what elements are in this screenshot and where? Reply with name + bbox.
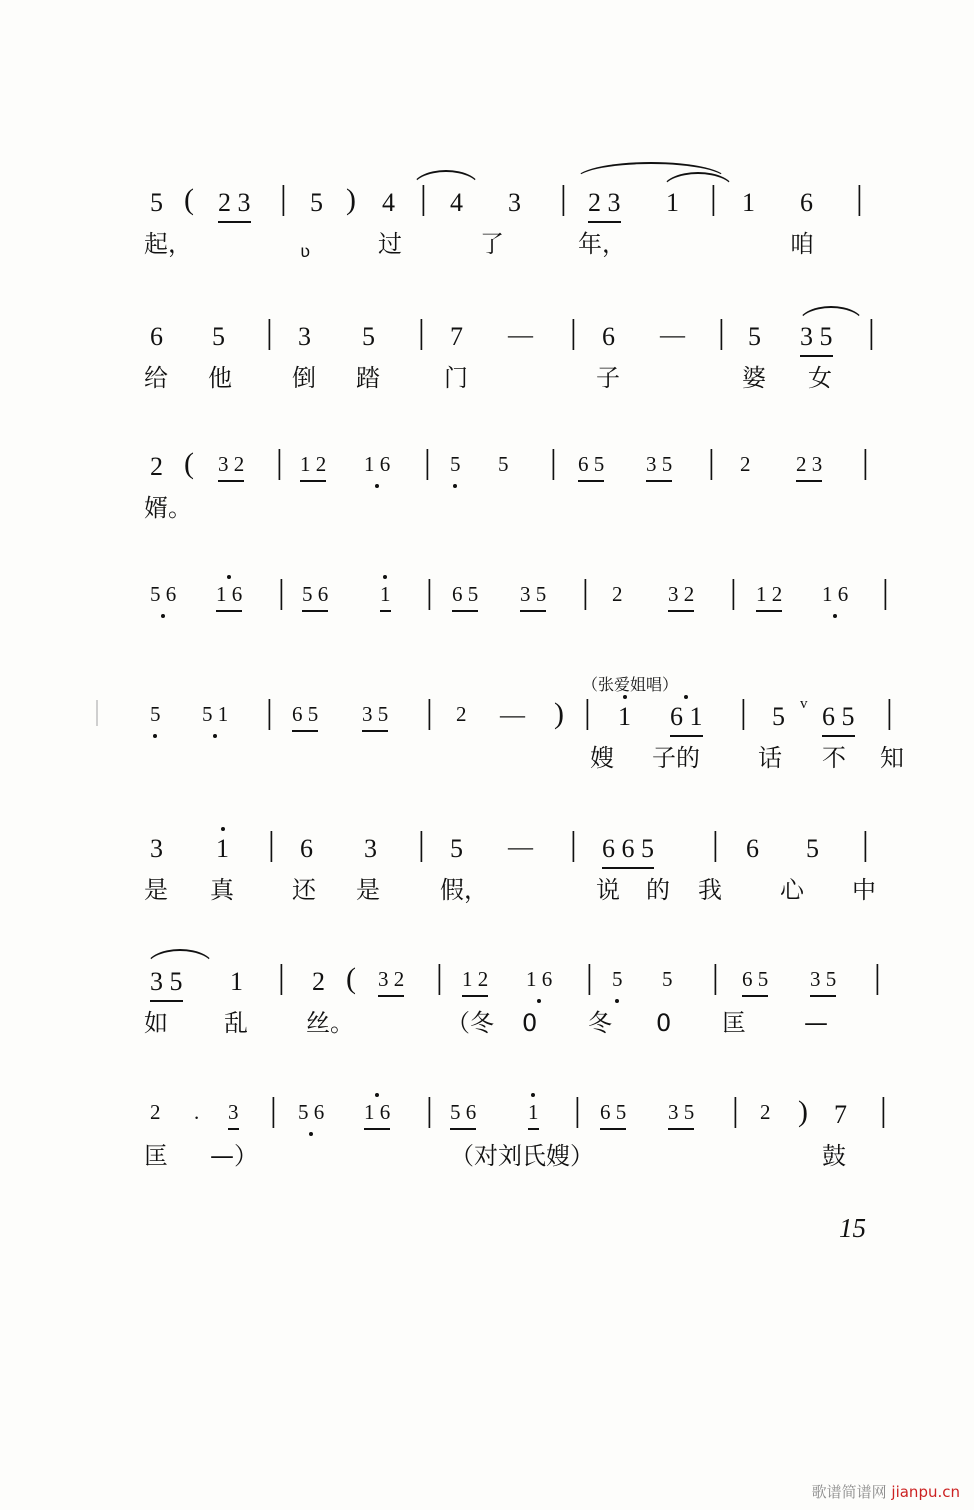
note: 5 bbox=[310, 188, 323, 217]
notation-row-4 bbox=[150, 570, 889, 624]
lyric-syllable: 0 bbox=[522, 1009, 538, 1037]
lyric-syllable: 踏 bbox=[356, 364, 380, 392]
note: 3 5 bbox=[810, 967, 837, 991]
barline: | bbox=[570, 314, 577, 351]
watermark-domain: jianpu.cn bbox=[891, 1483, 960, 1501]
lyric-syllable: 子 bbox=[596, 364, 620, 392]
note: 3 2 bbox=[378, 967, 405, 991]
barline: | bbox=[268, 826, 275, 863]
note: 5 bbox=[662, 967, 673, 991]
lyric-syllable: 心 bbox=[780, 876, 804, 904]
note: 1 6 bbox=[364, 1100, 391, 1124]
lyric-row-3 bbox=[144, 494, 880, 530]
note: 6 5 bbox=[578, 452, 605, 476]
barline: | bbox=[740, 694, 747, 731]
barline: | bbox=[708, 444, 715, 481]
barline: | bbox=[418, 826, 425, 863]
barline: | bbox=[426, 574, 433, 611]
lyric-row-6 bbox=[144, 876, 880, 912]
barline: | bbox=[560, 180, 567, 217]
note: 3 5 bbox=[800, 322, 833, 351]
paren-close: ) bbox=[798, 1095, 808, 1128]
stage-direction: （张爱姐唱） bbox=[582, 675, 679, 694]
note-extension: — bbox=[508, 322, 533, 349]
note: 6 1 bbox=[670, 702, 703, 731]
note: 3 bbox=[364, 834, 377, 863]
note: 1 bbox=[216, 834, 229, 863]
barline: | bbox=[278, 959, 285, 996]
note: 6 bbox=[300, 834, 313, 863]
site-watermark bbox=[812, 1481, 960, 1502]
barline: | bbox=[712, 826, 719, 863]
paren-open: ( bbox=[346, 962, 356, 995]
lyric-syllable: 匡 bbox=[722, 1009, 746, 1037]
lyric-row-1 bbox=[144, 230, 880, 266]
lyric-syllable: 不 bbox=[822, 744, 846, 772]
note: 1 bbox=[528, 1100, 539, 1124]
barline: | bbox=[280, 180, 287, 217]
paren-open: ( bbox=[184, 447, 194, 480]
barline: | bbox=[584, 694, 591, 731]
note: 1 bbox=[618, 702, 631, 731]
note-extension: — bbox=[500, 702, 525, 729]
barline: | bbox=[418, 314, 425, 351]
note: 1 2 bbox=[756, 582, 783, 606]
note: 7 bbox=[450, 322, 463, 351]
lyric-syllable: 说 bbox=[596, 876, 620, 904]
note: 5 6 bbox=[450, 1100, 477, 1124]
note: 1 6 bbox=[822, 582, 849, 606]
note: 2 bbox=[740, 452, 751, 476]
note-extension: — bbox=[660, 322, 685, 349]
note: 6 5 bbox=[742, 967, 769, 991]
music-system-4 bbox=[150, 570, 889, 660]
lyric-syllable: 了 bbox=[480, 230, 504, 258]
lyric-syllable: （冬 bbox=[446, 1009, 494, 1037]
note: 1 bbox=[230, 967, 243, 996]
barline: | bbox=[550, 444, 557, 481]
paren-close: ) bbox=[554, 697, 564, 730]
music-system-6 bbox=[144, 822, 880, 912]
note: 6 bbox=[746, 834, 759, 863]
note: 5 bbox=[362, 322, 375, 351]
lyric-syllable: 嫂 bbox=[590, 744, 614, 772]
note: 5 bbox=[498, 452, 509, 476]
note: 5 bbox=[612, 967, 623, 991]
lyric-syllable: 冬 bbox=[588, 1009, 612, 1037]
lyric-syllable: 知 bbox=[880, 744, 904, 772]
music-system-7 bbox=[144, 955, 881, 1045]
lyric-syllable: 女 bbox=[808, 364, 832, 392]
page-edge-mark bbox=[96, 700, 98, 726]
barline: | bbox=[574, 1092, 581, 1129]
note: 2 3 bbox=[588, 188, 621, 217]
barline: | bbox=[710, 180, 717, 217]
note: 1 6 bbox=[216, 582, 243, 606]
lyric-syllable: 他 bbox=[208, 364, 232, 392]
lyric-row-5 bbox=[150, 744, 904, 780]
lyric-syllable: 0 bbox=[656, 1009, 672, 1037]
note: 6 5 bbox=[822, 702, 855, 731]
note: 3 bbox=[508, 188, 521, 217]
lyric-syllable: 的 bbox=[646, 876, 670, 904]
note: 3 5 bbox=[520, 582, 547, 606]
lyric-syllable: 假， bbox=[440, 876, 488, 904]
note: 4 bbox=[382, 188, 395, 217]
note: 6 6 5 bbox=[602, 834, 654, 863]
notation-row-3 bbox=[150, 440, 880, 494]
barline: | bbox=[882, 574, 889, 611]
note: 3 5 bbox=[362, 702, 389, 726]
lyric-syllable: 是 bbox=[356, 876, 380, 904]
note: 5 6 bbox=[302, 582, 329, 606]
music-system-3 bbox=[144, 440, 880, 530]
barline: | bbox=[730, 574, 737, 611]
music-system-8 bbox=[144, 1088, 887, 1178]
note: 2 bbox=[456, 702, 467, 726]
note: 2 3 bbox=[218, 188, 251, 217]
note: 6 5 bbox=[600, 1100, 627, 1124]
note: 6 bbox=[602, 322, 615, 351]
note: 1 2 bbox=[300, 452, 327, 476]
page-number: 15 bbox=[839, 1213, 866, 1243]
note: 6 bbox=[800, 188, 813, 217]
lyric-syllable: 婿。 bbox=[144, 494, 192, 522]
lyric-syllable: 过 bbox=[378, 230, 402, 258]
music-system-2 bbox=[144, 310, 880, 400]
note: 6 5 bbox=[292, 702, 319, 726]
lyric-syllable: 门 bbox=[444, 364, 468, 392]
note: 1 bbox=[380, 582, 391, 606]
note: 3 5 bbox=[668, 1100, 695, 1124]
note: 3 5 bbox=[646, 452, 673, 476]
note: 2 bbox=[150, 1100, 161, 1124]
slur-arc bbox=[146, 949, 214, 967]
barline: | bbox=[426, 1092, 433, 1129]
lyric-syllable: 起， bbox=[144, 230, 192, 258]
note-extension: — bbox=[508, 834, 533, 861]
barline: | bbox=[586, 959, 593, 996]
note: 2 bbox=[760, 1100, 771, 1124]
note: 5 bbox=[748, 322, 761, 351]
note: 1 2 bbox=[462, 967, 489, 991]
note: 3 5 bbox=[150, 967, 183, 996]
note: 3 2 bbox=[668, 582, 695, 606]
note: 1 6 bbox=[526, 967, 553, 991]
lyric-syllable: 话 bbox=[758, 744, 782, 772]
lyric-syllable: 咱 bbox=[790, 230, 814, 258]
lyric-row-2 bbox=[144, 364, 880, 400]
note: 2 3 bbox=[796, 452, 823, 476]
barline: | bbox=[880, 1092, 887, 1129]
barline: | bbox=[570, 826, 577, 863]
barline: | bbox=[420, 180, 427, 217]
lyric-syllable: — bbox=[804, 1009, 828, 1037]
barline: | bbox=[266, 314, 273, 351]
paren-open: ( bbox=[184, 183, 194, 216]
lyric-row-7 bbox=[144, 1009, 880, 1045]
lyric-syllable: —） bbox=[210, 1142, 258, 1170]
barline: | bbox=[712, 959, 719, 996]
lyric-syllable: 我 bbox=[698, 876, 722, 904]
note: 5 bbox=[806, 834, 819, 863]
breath-mark: ʋ bbox=[300, 242, 311, 262]
barline: | bbox=[886, 694, 893, 731]
note: 3 2 bbox=[218, 452, 245, 476]
barline: | bbox=[426, 694, 433, 731]
music-system-1 bbox=[144, 176, 880, 266]
lyric-syllable: 匡 bbox=[144, 1142, 168, 1170]
lyric-row-8 bbox=[144, 1142, 880, 1178]
note: 4 bbox=[450, 188, 463, 217]
note: 5 bbox=[450, 452, 461, 476]
notation-row-1 bbox=[150, 176, 880, 230]
augmentation-dot: . bbox=[194, 1100, 200, 1124]
note: 5 6 bbox=[298, 1100, 325, 1124]
barline: | bbox=[856, 180, 863, 217]
note: 5 bbox=[450, 834, 463, 863]
lyric-syllable: 婆 bbox=[742, 364, 766, 392]
barline: | bbox=[278, 574, 285, 611]
notation-row-6 bbox=[150, 822, 880, 876]
barline: | bbox=[266, 694, 273, 731]
note: 1 bbox=[666, 188, 679, 217]
lyric-syllable: 丝。 bbox=[306, 1009, 354, 1037]
lyric-syllable: 倒 bbox=[292, 364, 316, 392]
note: 7 bbox=[834, 1100, 847, 1129]
barline: | bbox=[276, 444, 283, 481]
note: 5 bbox=[150, 702, 161, 726]
note: 2 bbox=[312, 967, 325, 996]
barline: | bbox=[424, 444, 431, 481]
note: 3 bbox=[228, 1100, 239, 1124]
lyric-syllable: 年， bbox=[578, 230, 626, 258]
lyric-syllable: 中 bbox=[852, 876, 876, 904]
lyric-syllable: 子的 bbox=[652, 744, 700, 772]
barline: | bbox=[436, 959, 443, 996]
lyric-syllable: 鼓 bbox=[822, 1142, 846, 1170]
notation-row-2 bbox=[150, 310, 880, 364]
lyric-syllable: 如 bbox=[144, 1009, 168, 1037]
note: 5 bbox=[212, 322, 225, 351]
barline: | bbox=[862, 826, 869, 863]
barline: | bbox=[732, 1092, 739, 1129]
barline: | bbox=[868, 314, 875, 351]
barline: | bbox=[270, 1092, 277, 1129]
barline: | bbox=[874, 959, 881, 996]
note: 5 bbox=[772, 702, 785, 731]
note: 2 bbox=[612, 582, 623, 606]
note: 6 bbox=[150, 322, 163, 351]
note: 5 6 bbox=[150, 582, 177, 606]
barline: | bbox=[862, 444, 869, 481]
barline: | bbox=[582, 574, 589, 611]
note: 2 bbox=[150, 452, 163, 481]
note: 5 bbox=[150, 188, 163, 217]
music-system-5 bbox=[150, 675, 904, 780]
paren-close: ) bbox=[346, 183, 356, 216]
notation-row-8 bbox=[150, 1088, 887, 1142]
note: 5 1 bbox=[202, 702, 229, 726]
note: 1 6 bbox=[364, 452, 391, 476]
lyric-syllable: 真 bbox=[210, 876, 234, 904]
lyric-syllable: 乱 bbox=[224, 1009, 248, 1037]
note: 3 bbox=[150, 834, 163, 863]
lyric-row-4 bbox=[150, 624, 880, 660]
notation-row-7 bbox=[150, 955, 880, 1009]
notation-row-5 bbox=[150, 690, 893, 744]
lyric-syllable: 还 bbox=[292, 876, 316, 904]
stage-direction: （对刘氏嫂） bbox=[450, 1142, 594, 1170]
note: 6 5 bbox=[452, 582, 479, 606]
note: 1 bbox=[742, 188, 755, 217]
breath-v-mark: v bbox=[800, 696, 808, 712]
note: 3 bbox=[298, 322, 311, 351]
lyric-syllable: 是 bbox=[144, 876, 168, 904]
lyric-syllable: 给 bbox=[144, 364, 168, 392]
barline: | bbox=[718, 314, 725, 351]
watermark-text: 歌谱简谱网 bbox=[811, 1483, 892, 1501]
